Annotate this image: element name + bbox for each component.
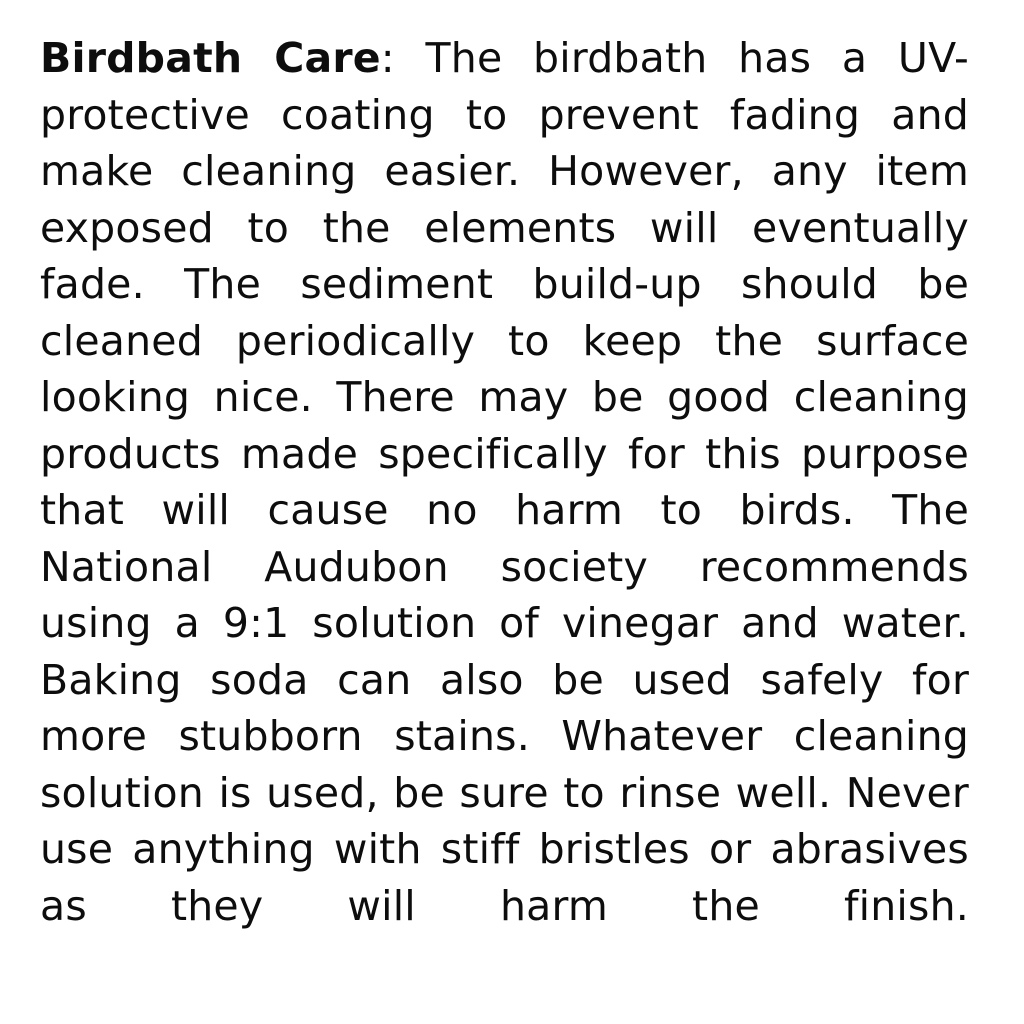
birdbath-care-body: The birdbath has a UV-protective coating to prevent fading and make cleaning easier. However, any item exposed to the elements will eventually fade. The sediment build-up should be cleaned periodically to keep the surface looking nice. There may be good cleaning products made specifically for this purpose that will cause no harm to birds. The National Audubon society recommends using a 9:1 solution of vinegar and water. Baking soda can also be used safely for more stubborn stains. Whatever cleaning solution is used, be sure to rinse well. Never use anything with stiff bristles or abrasives as they will harm the finish. [40,34,969,930]
heading-separator: : [380,34,395,82]
birdbath-care-paragraph [40,30,969,991]
birdbath-care-heading: Birdbath Care [40,34,381,82]
